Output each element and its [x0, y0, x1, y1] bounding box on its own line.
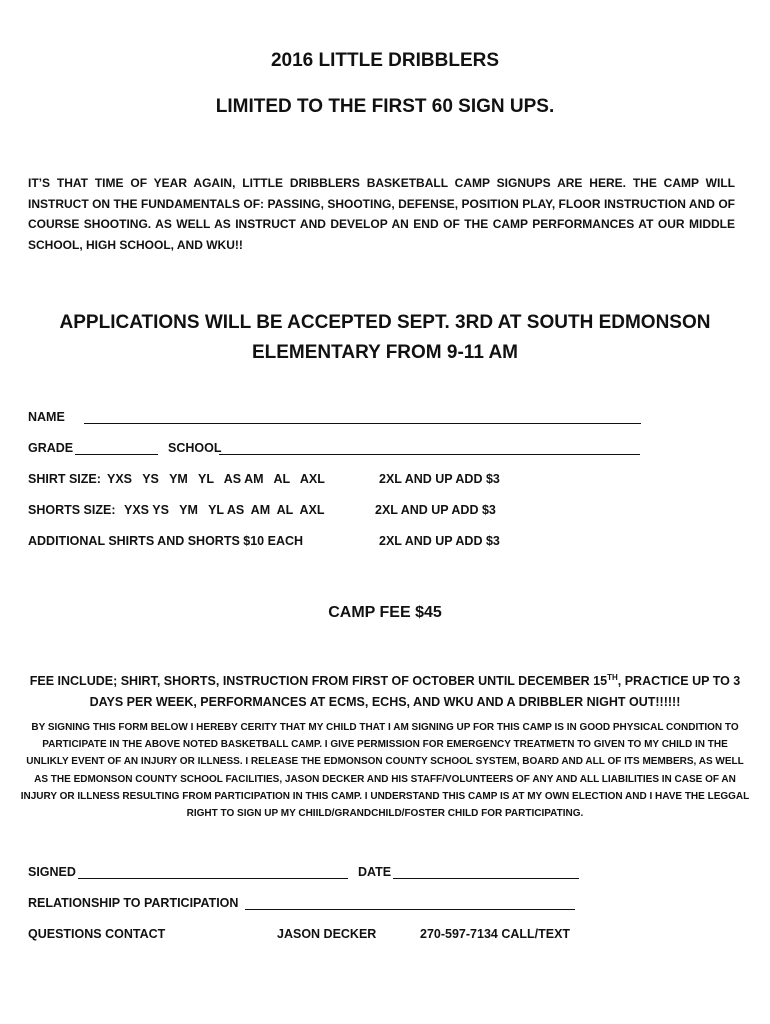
camp-fee: CAMP FEE $45: [328, 604, 442, 621]
intro-paragraph: IT’S THAT TIME OF YEAR AGAIN, LITTLE DRIBBLERS BASKETBALL CAMP SIGNUPS ARE HERE. THE CAMP WILL INSTRUCT ON THE FUNDAMENTALS OF: PASSING, SHOOTING, DEFENSE, POSITION PLAY, FLOOR INSTRUCTION AND OF COURSE SHOOTING. AS WELL AS INSTRUCT AND DEVELOP AN END OF THE CAMP PERFORMANCES AT OUR MIDDLE SCHOOL, HIGH SCHOOL, AND WKU!!: [28, 176, 735, 252]
name-label: NAME: [28, 410, 65, 424]
relationship-field[interactable]: [245, 897, 575, 910]
shirt-size-options: YXS YS YM YL AS AM AL AXL: [107, 472, 325, 486]
fee-include-paragraph: [20, 667, 750, 713]
contact-phone: 270-597-7134 CALL/TEXT: [420, 927, 571, 941]
waiver-paragraph: BY SIGNING THIS FORM BELOW I HEREBY CERITY THAT MY CHILD THAT I AM SIGNING UP FOR THIS CAMP IS IN GOOD PHYSICAL CONDITION TO PARTICIPATE IN THE ABOVE NOTED BASKETBALL CAMP. I GIVE PERMISSION FOR EMERGENCY TREATMETN TO GIVEN TO MY CHILD IN THE UNLIKLY EVENT OF AN INJURY OR ILLNESS. I RELEASE THE EDMONSON COUNTY SCHOOL SYSTEM, BOARD AND ALL OF ITS MEMBERS, AS WELL AS THE EDMONSON COUNTY SCHOOL FACILITIES, JASON DECKER AND HIS STAFF/VOLUNTEERS OF ANY AND ALL LIABILITIES IN CASE OF AN INJURY OR ILLNESS RESULTING FROM PARTICIPATION IN THIS CAMP. I UNDERSTAND THIS CAMP IS AT MY OWN ELECTION AND I HAVE THE LEGGAL RIGHT TO SIGN UP MY CHIILD/GRANDCHILD/FOSTER CHILD FOR PARTICIPATING.: [20, 722, 750, 820]
signed-label: SIGNED: [28, 865, 76, 879]
applications-notice: [0, 308, 770, 368]
contact-name: JASON DECKER: [277, 927, 377, 941]
relationship-label: RELATIONSHIP TO PARTICIPATION: [28, 896, 239, 910]
shirt-size-label: SHIRT SIZE:: [28, 472, 101, 486]
fee-include-part-1: FEE INCLUDE; SHIRT, SHORTS, INSTRUCTION FROM FIRST OF OCTOBER UNTIL DECEMBER 15: [29, 674, 608, 689]
questions-contact-label: QUESTIONS CONTACT: [28, 927, 166, 941]
additional-items-note: 2XL AND UP ADD $3: [379, 534, 500, 548]
signature-field[interactable]: [78, 866, 348, 879]
shorts-size-note: 2XL AND UP ADD $3: [375, 503, 496, 517]
applications-line-1: APPLICATIONS WILL BE ACCEPTED SEPT. 3RD AT SOUTH EDMONSON: [59, 312, 711, 333]
school-field[interactable]: [219, 442, 640, 455]
school-label: SCHOOL: [168, 441, 222, 455]
date-label: DATE: [358, 865, 392, 879]
applications-line-2: ELEMENTARY FROM 9-11 AM: [251, 342, 519, 363]
date-field[interactable]: [393, 866, 579, 879]
grade-label: GRADE: [28, 441, 74, 455]
grade-field[interactable]: [75, 442, 158, 455]
shorts-size-options: YXS YS YM YL AS AM AL AXL: [124, 503, 325, 517]
fee-include-superscript: TH: [607, 673, 618, 682]
additional-items-label: ADDITIONAL SHIRTS AND SHORTS $10 EACH: [28, 534, 304, 548]
page-title: 2016 LITTLE DRIBBLERS: [270, 50, 500, 71]
shorts-size-label: SHORTS SIZE:: [28, 503, 116, 517]
shirt-size-note: 2XL AND UP ADD $3: [379, 472, 500, 486]
page-subtitle: LIMITED TO THE FIRST 60 SIGN UPS.: [215, 96, 555, 117]
name-field[interactable]: [84, 411, 641, 424]
fee-include-part-2: , PRACTICE UP TO 3 DAYS PER WEEK, PERFORMANCES AT ECMS, ECHS, AND WKU AND A DRIBBLER NIGHT OUT!!!!!!: [89, 674, 741, 710]
